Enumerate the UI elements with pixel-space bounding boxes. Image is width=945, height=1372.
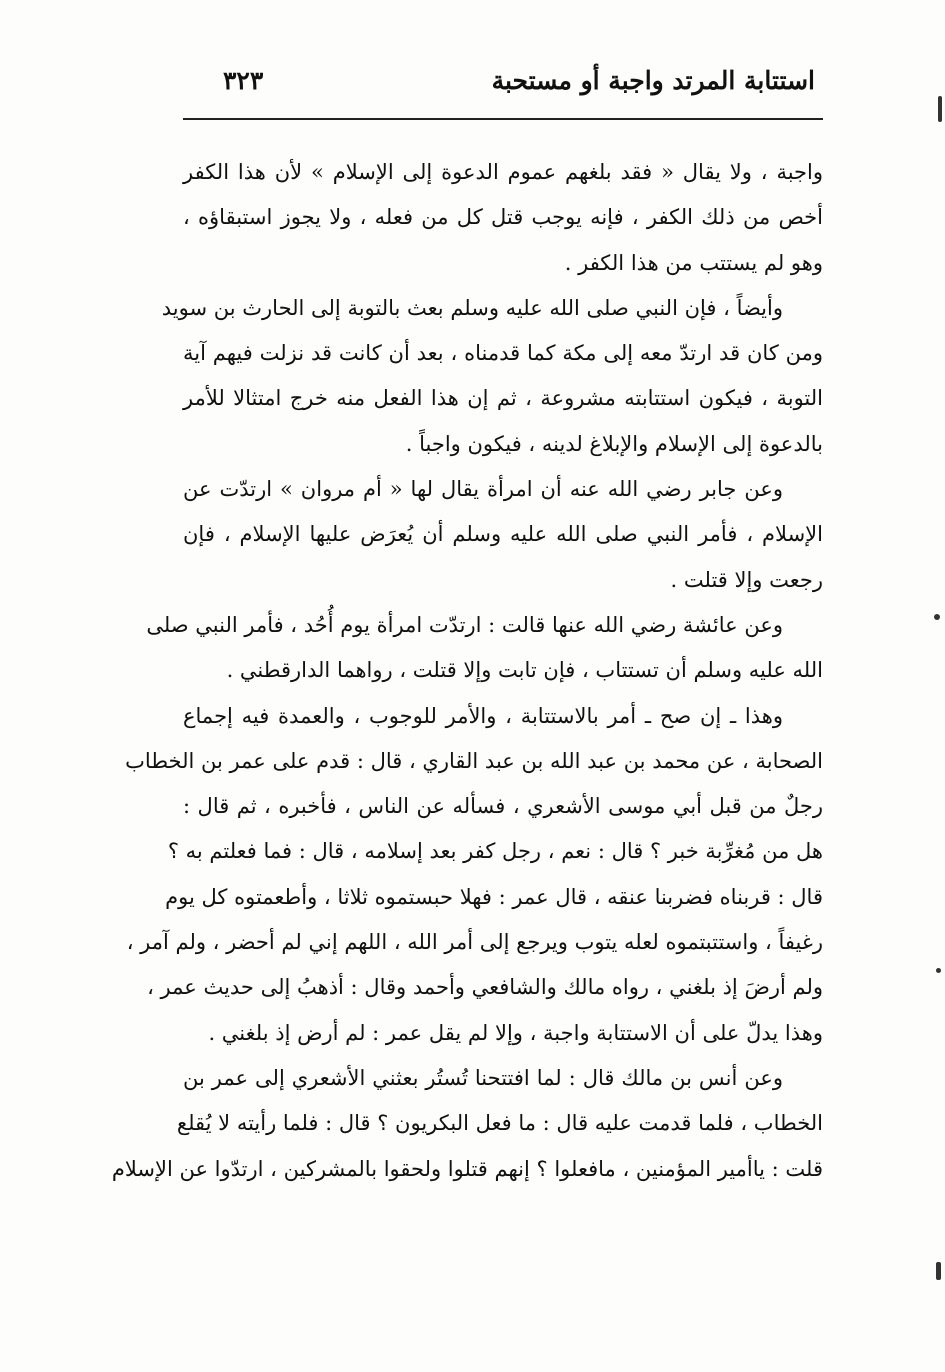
scan-speck <box>936 968 941 973</box>
text-line: وهو لم يستتب من هذا الكفر . <box>564 250 823 275</box>
text-line: أخص من ذلك الكفر ، فإنه يوجب قتل كل من فعله ، ولا يجوز استبقاؤه ، <box>183 205 823 230</box>
text-line: وهذا يدلّ على أن الاستتابة واجبة ، وإلا لم يقل عمر : لم أرض إذ بلغني . <box>208 1020 823 1045</box>
text-line: رغيفاً ، واستتبتموه لعله يتوب ويرجع إلى أمر الله ، اللهم إني لم أحضر ، ولم آمر ، <box>126 930 823 955</box>
text-line: رجلٌ من قبل أبي موسى الأشعري ، فسأله عن الناس ، فأخبره ، ثم قال : <box>183 794 823 819</box>
text-line: الخطاب ، فلما قدمت عليه قال : ما فعل البكريون ؟ قال : فلما رأيته لا يُقلع <box>176 1111 823 1136</box>
text-line: هل من مُغرِّبة خبر ؟ قال : نعم ، رجل كفر بعد إسلامه ، قال : فما فعلتم به ؟ <box>167 839 823 864</box>
text-line: ولم أرضَ إذ بلغني ، رواه مالك والشافعي وأحمد وقال : أذهبُ إلى حديث عمر ، <box>147 975 823 1000</box>
text-line: الإسلام ، فأمر النبي صلى الله عليه وسلم أن يُعرَض عليها الإسلام ، فإن <box>183 522 823 547</box>
running-header <box>183 58 823 108</box>
text-line: وعن عائشة رضي الله عنها قالت : ارتدّت امرأة يوم أُحُد ، فأمر النبي صلى <box>146 612 783 637</box>
text-line: وعن جابر رضي الله عنه أن امرأة يقال لها « أم مروان » ارتدّت عن <box>183 477 783 502</box>
header-rule <box>183 118 823 120</box>
scan-speck <box>936 1262 941 1280</box>
text-line: التوبة ، فيكون استتابته مشروعة ، ثم إن هذا الفعل منه خرج امتثالا للأمر <box>183 386 823 411</box>
scan-speck <box>938 96 942 122</box>
header-title: استتابة المرتد واجبة أو مستحبة <box>491 66 815 95</box>
page-number: ٣٢٣ <box>223 66 264 95</box>
scan-speck <box>934 614 940 620</box>
text-line: واجبة ، ولا يقال « فقد بلغهم عموم الدعوة إلى الإسلام » لأن هذا الكفر <box>183 160 823 184</box>
text-line: قال : قربناه فضربنا عنقه ، قال عمر : فهلا حبستموه ثلاثا ، وأطعمتوه كل يوم <box>165 884 823 909</box>
body-text <box>111 150 823 1192</box>
text-line: بالدعوة إلى الإسلام والإبلاغ لدينه ، فيكون واجباً . <box>405 431 823 456</box>
text-line: الله عليه وسلم أن تستتاب ، فإن تابت وإلا قتلت ، رواهما الدارقطني . <box>226 658 823 683</box>
text-line: وهذا ـ إن صح ـ أمر بالاستتابة ، والأمر للوجوب ، والعمدة فيه إجماع <box>183 703 783 728</box>
text-line: ومن كان قد ارتدّ معه إلى مكة كما قدمناه ، بعد أن كانت قد نزلت فيهم آية <box>183 341 823 366</box>
text-line: الصحابة ، عن محمد بن عبد الله بن عبد القاري ، قال : قدم على عمر بن الخطاب <box>125 748 823 773</box>
text-line: وعن أنس بن مالك قال : لما افتتحنا تُستُر بعثني الأشعري إلى عمر بن <box>183 1065 783 1090</box>
text-line: وأيضاً ، فإن النبي صلى الله عليه وسلم بعث بالتوبة إلى الحارث بن سويد <box>161 295 783 320</box>
text-line: رجعت وإلا قتلت . <box>670 567 823 592</box>
text-line: قلت : ياأمير المؤمنين ، مافعلوا ؟ إنهم قتلوا ولحقوا بالمشركين ، ارتدّوا عن الإسلام <box>111 1156 823 1181</box>
